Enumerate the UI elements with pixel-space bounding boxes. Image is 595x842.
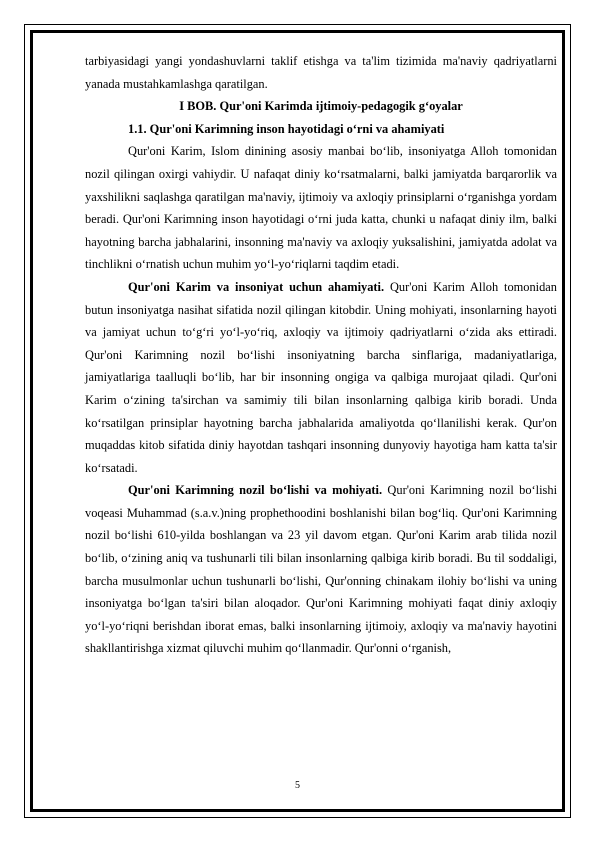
paragraph-3-lead: Qur'oni Karimning nozil bo‘lishi va mohiyati.	[128, 483, 383, 498]
intro-paragraph: tarbiyasidagi yangi yondashuvlarni taklif etishga va ta'lim tizimida ma'naviy qadriyatlarni yanada mustahkamlashga qaratilgan.	[85, 54, 557, 91]
chapter-title: I BOB. Qur'oni Karimda ijtimoiy-pedagogik g‘oyalar	[179, 99, 463, 114]
paragraph-2-body: Qur'oni Karim Alloh tomonidan butun insoniyatga nasihat sifatida nozil qilingan kitobdir. Uning mohiyati, insonlarning hayoti va jamiyat uchun to‘g‘ri yo‘l-yo‘riq, axloqiy va ijtimoiy qadriyatlarni o‘zida aks ettiradi. Qur'oni Karimning nozil bo‘lishi insoniyatning barcha sinflariga, madaniyatlariga, jamiyatlariga taalluqli bo‘lib, har bir insonning ongiga va qalbiga murojaat qiladi. Qur'oni Karim o‘zining ta'sirchan va samimiy tili bilan insonlarning qalbiga kirib boradi. Unda ko‘rsatilgan prinsiplar hayotning barcha jabhalarida amaliyotda qo‘llanilishi kerak. Qur'on muqaddas kitob sifatida diniy hayotdan tashqari insonning dunyoviy hayotiga ham katta ta'sir ko‘rsatadi.	[85, 279, 558, 475]
paragraph-2-lead: Qur'oni Karim va insoniyat uchun ahamiyati.	[128, 279, 385, 294]
paragraph-1: Qur'oni Karim, Islom dinining asosiy manbai bo‘lib, insoniyatga Alloh tomonidan nozil qilingan oxirgi vahiydir. U nafaqat diniy ko‘rsatmalarni, balki jamiyatda barqarorlik va yaxshilikni saqlashga qaratilgan ma'naviy, ijtimoiy va axloqiy prinsiplarni o‘rganishga yordam beradi. Qur'oni Karimning inson hayotidagi o‘rni juda katta, chunki u nafaqat diniy ilm, balki hayotning barcha jabhalarini, insonning ma'naviy va axloqiy yuksalishini, jamiyatda adolat va tinchlikni o‘rnatish uchun muhim yo‘l-yo‘riqlarni taqdim etadi.	[85, 144, 557, 272]
page-number: 5	[295, 780, 300, 791]
paragraph-2	[85, 276, 557, 479]
paragraph-3-body: Qur'oni Karimning nozil bo‘lishi voqeasi Muhammad (s.a.v.)ning prophethoodini boshlanishi bilan bog‘liq. Qur'oni Karimning nozil bo‘lishi 610-yilda boshlangan va 23 yil davom etgan. Qur'oni Karim arab tilida nozil bo‘lib, o‘zining aniq va tushunarli tili bilan insonlarning qalbiga kirib boradi. Bu til soddaligi, barcha musulmonlar uchun tushunarli bo‘lishi, Qur'onning chinakam ilohiy bo‘lishi va uning insoniyatga bo‘lgan ta'siri bilan aloqador. Qur'oni Karimning mohiyati faqat diniy axloqiy yo‘l-yo‘riqni berishdan iborat emas, balki insonlarning ijtimoiy, axloqiy va ma'naviy hayotini shakllantirishga xizmat qiluvchi muhim qo‘llanmadir. Qur'onni o‘rganish,	[85, 483, 558, 656]
paragraph-3	[85, 479, 557, 660]
page-content	[85, 50, 557, 660]
section-title: 1.1. Qur'oni Karimning inson hayotidagi o‘rni va ahamiyati	[128, 121, 445, 136]
